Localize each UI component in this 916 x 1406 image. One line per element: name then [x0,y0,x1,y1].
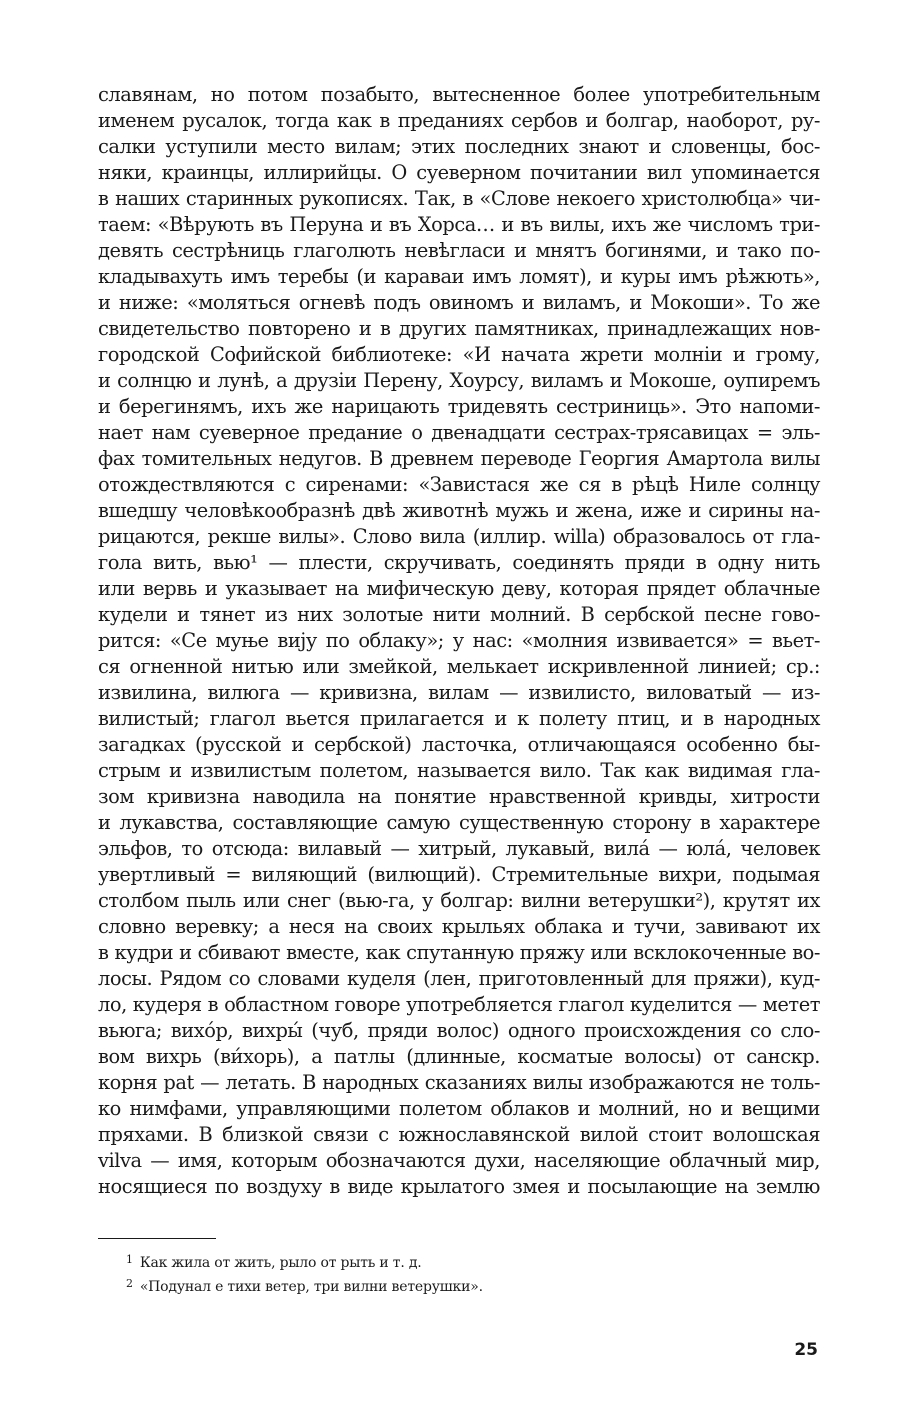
footnote-1 [126,1248,483,1272]
text-line: vilva — имя, которым обозначаются духи, населяющие облачный мир, [98,1149,820,1172]
text-line: ко нимфами, управляющими полетом облаков и молний, но и вещими [98,1097,820,1120]
footnote-text: Как жила от жить, рыло от рыть и т. д. [139,1255,422,1271]
text-line: рится: «Се муње вију по облаку»; у нас: «молния извивается» = вьет- [98,629,820,652]
text-line: отождествляются с сиренами: «Завистася же ся в рѣцѣ Ниле солнцу [98,473,820,496]
text-line: стрым и извилистым полетом, называется вило. Так как видимая гла- [98,759,820,782]
text-line: вилистый; глагол вьется прилагается и к полету птиц, и в народных [98,707,820,730]
text-line: ся огненной нитью или змейкой, мелькает искривленной линией; ср.: [98,655,820,678]
text-line: в кудри и сбивают вместе, как спутанную пряжу или всклокоченные во- [98,941,820,964]
footnote-mark: 1 [126,1253,133,1266]
text-line: словно веревку; а неся на своих крыльях облака и тучи, завивают их [98,915,820,938]
text-line: кудели и тянет из них золотые нити молний. В сербской песне гово- [98,603,820,626]
text-line: корня pat — летать. В народных сказаниях вилы изображаются не толь- [98,1071,820,1094]
text-line: таем: «Вѣрують въ Перуна и въ Хорса… и въ вилы, ихъ же числомъ три- [98,213,820,236]
text-line: гола вить, вью¹ — плести, скручивать, соединять пряди в одну нить [98,551,820,574]
text-line: или вервь и указывает на мифическую деву, которая прядет облачные [98,577,820,600]
text-line: зом кривизна наводила на понятие нравственной кривды, хитрости [98,785,820,808]
text-line: столбом пыль или снег (вью-га, у болгар: вилни ветерушки²), крутят их [98,889,820,912]
text-line: именем русалок, тогда как в преданиях сербов и болгар, наоборот, ру- [98,109,820,132]
text-line: свидетельство повторено и в других памятниках, принадлежащих нов- [98,317,820,340]
footnotes [126,1248,483,1296]
footnote-2 [126,1272,483,1296]
text-line: лосы. Рядом со словами куделя (лен, приготовленный для пряжи), куд- [98,967,820,990]
text-line: и ниже: «моляться огневѣ подъ овиномъ и виламъ, и Мокоши». То же [98,291,820,314]
footnote-mark: 2 [126,1277,133,1290]
text-line: извилина, вилюга — кривизна, вилам — извилисто, виловатый — из- [98,681,820,704]
page-number: 25 [794,1340,818,1360]
text-line: фах томительных недугов. В древнем переводе Георгия Амартола вилы [98,447,820,470]
text-line: нает нам суеверное предание о двенадцати сестрах-трясавицах = эль- [98,421,820,444]
text-line: кладывахуть имъ теребы (и караваи имъ ломят), и куры имъ рѣжють», [98,265,820,288]
text-line: славянам, но потом позабыто, вытесненное более употребительным [98,83,820,106]
text-line: городской Софийской библиотеке: «И начата жрети молнiи и грому, [98,343,820,366]
text-line: и лукавства, составляющие самую существенную сторону в характере [98,811,820,834]
text-line: пряхами. В близкой связи с южнославянской вилой стоит волошская [98,1123,820,1146]
text-line: и солнцю и лунѣ, а друзiи Перену, Хоурсу, виламъ и Мокоше, оупиремъ [98,369,820,392]
footnote-divider [98,1238,216,1239]
text-line: девять сестрѣниць глаголють невѣгласи и мнятъ богинями, и тако по- [98,239,820,262]
text-line: загадках (русской и сербской) ласточка, отличающаяся особенно бы- [98,733,820,756]
body-text [98,82,820,1200]
text-line: в наших старинных рукописях. Так, в «Слове некоего христолюбца» чи- [98,187,820,210]
text-line: ло, кудеря в областном говоре употребляется глагол куделится — метет [98,993,820,1016]
text-line: эльфов, то отсюда: вилавый — хитрый, лукавый, вилá — юлá, человек [98,837,820,860]
text-line: увертливый = виляющий (вилющий). Стремительные вихри, подымая [98,863,820,886]
text-line: носящиеся по воздуху в виде крылатого змея и посылающие на землю [98,1175,820,1198]
text-line: и берегинямъ, ихъ же нарицають тридевять сестриниць». Это напоми- [98,395,820,418]
text-line: няки, краинцы, иллирийцы. О суеверном почитании вил упоминается [98,161,820,184]
text-line: вшедшу человѣкообразнѣ двѣ животнѣ мужь и жена, иже и сирины на- [98,499,820,522]
text-line: вом вихрь (ви́хорь), а патлы (длинные, косматые волосы) от санскр. [98,1045,820,1068]
footnote-text: «Подунал е тихи ветер, три вилни ветерушки». [139,1279,483,1295]
text-line: вьюга; вихóр, вихры́ (чуб, пряди волос) одного происхождения со сло- [98,1019,820,1042]
text-line: салки уступили место вилам; этих последних знают и словенцы, бос- [98,135,820,158]
text-line: рицаются, рекше вилы». Слово вила (иллир. willa) образовалось от гла- [98,525,820,548]
